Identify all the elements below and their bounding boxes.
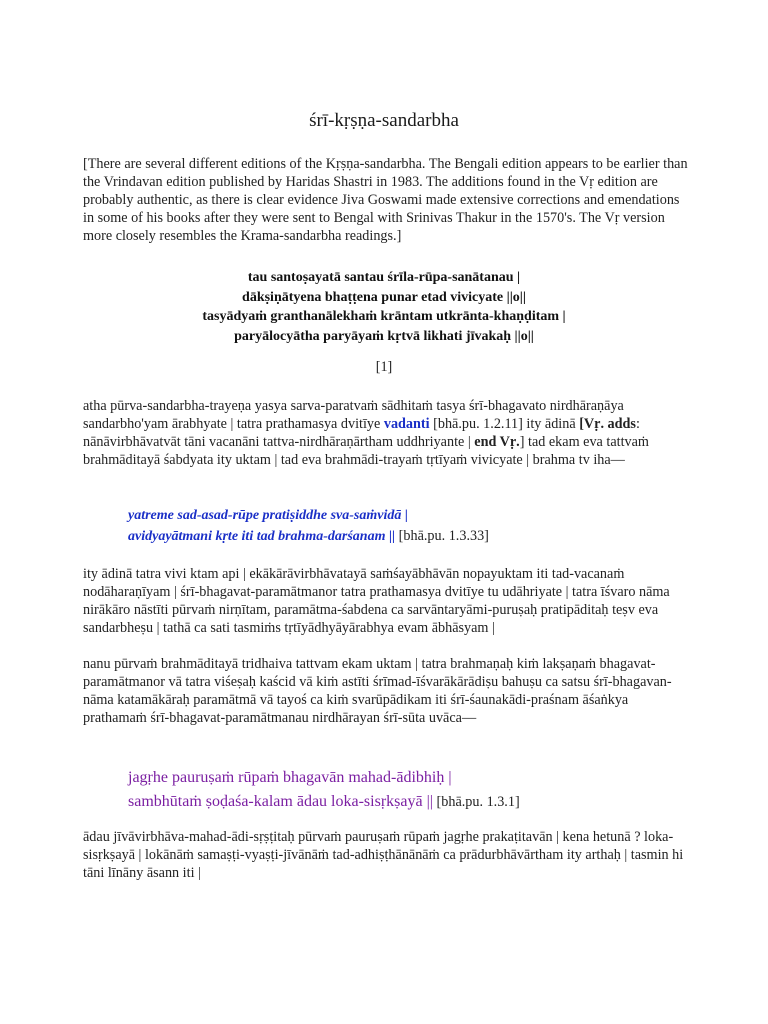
quote1-reference: [bhā.pu. 1.3.33] <box>395 528 489 544</box>
para1-text-a: atha pūrva-sandarbha-trayeṇa yasya sarva-paratvaṁ sādhitaṁ tasya śrī-bhagavato nirdhāraṇāya sandarbho'yam ārabhyate | tatra prathamasya dvitīye <box>83 398 624 432</box>
mangala-line-3: tasyādyaṁ granthanālekhaṁ krāntam utkrānta-khaṇḍitam | <box>202 309 566 324</box>
mangala-line-2: dākṣiṇātyena bhaṭṭena punar etad vivicyate ||o|| <box>242 289 526 305</box>
paragraph-4: ādau jīvāvirbhāva-mahad-ādi-sṛṣṭitaḥ pūrvaṁ pauruṣaṁ rūpaṁ jagṛhe prakaṭitavān | kena hetunā ? loka-sisṛkṣayā | lokānāṁ samaṣṭi-vyaṣṭi-jīvānāṁ tad-adhiṣṭhānānāṁ ca prādurbhāvārtham ity arthaḥ | tasmin hi tāni līnāny āsann iti | <box>83 829 684 881</box>
para1-text-d: ] tad ekam eva tattvaṁ brahmāditayā śabdyata ity uktam | tad eva brahmādi-trayaṁ tṛtīyaṁ vivicyate | brahma tv iha— <box>83 434 649 468</box>
quote2-line-2: sambhūtaṁ ṣoḍaśa-kalam ādau loka-sisṛkṣayā || <box>128 793 433 810</box>
section-number: [1] <box>375 359 393 375</box>
quote-jagrhe <box>128 766 728 814</box>
paragraph-3: nanu pūrvaṁ brahmāditayā tridhaiva tattvam ekam uktam | tatra brahmaṇaḥ kiṁ lakṣaṇaṁ bhagavat-paramātmanor vā tatra viśeṣaḥ kaścid vā kiṁ astīti śrīmad-īśvarākārādiṣu bahuṣu ca satsu śrī-bhagavan-nāma katamākāraḥ paramātmā vā tayoś ca kiṁ svarūpādikam iti śrī-śaunakādi-praśnam āśaṅkya prathamaṁ śrī-bhagavat-paramātmanau nirdhārayan śrī-sūta uvāca— <box>83 656 672 726</box>
mangala-line-4: paryālocyātha paryāyaṁ kṛtvā likhati jīvakaḥ ||o|| <box>234 328 534 344</box>
vadanti-link: vadanti <box>383 416 430 432</box>
quote-brahma <box>128 506 728 547</box>
quote2-reference: [bhā.pu. 1.3.1] <box>432 794 520 810</box>
mangala-verse <box>0 268 768 346</box>
paragraph-1 <box>83 397 693 469</box>
quote1-line-2: avidyayātmani kṛte iti tad brahma-darśanam || <box>128 529 396 544</box>
vr-adds-marker: [Vṛ. adds <box>579 416 636 432</box>
quote1-line-1: yatreme sad-asad-rūpe pratiṣiddhe sva-saṁvidā | <box>128 508 408 523</box>
para1-text-c: : nānāvirbhāvatvāt tāni vacanāni tattva-nirdhāraṇārtham uddhriyante | <box>83 416 640 450</box>
para1-text-b: [bhā.pu. 1.2.11] ity ādinā <box>429 416 580 432</box>
intro-paragraph: [There are several different editions of the Kṛṣṇa-sandarbha. The Bengali edition appears to be earlier than the Vrindavan edition published by Haridas Shastri in 1983. The additions found in the Vṛ edition are probably authentic, as there is clear evidence Jiva Goswami made extensive corrections and emendations in some of his books after they were sent to Bengal with Srinivas Thakur in the 1570's. The Vṛ version more closely resembles the Krama-sandarbha readings.] <box>83 156 688 244</box>
mangala-line-1: tau santoṣayatā santau śrīla-rūpa-sanātanau | <box>247 270 521 285</box>
quote2-line-1: jagṛhe pauruṣaṁ rūpaṁ bhagavān mahad-ādibhiḥ | <box>128 769 452 786</box>
paragraph-2: ity ādinā tatra vivi ktam api | ekākārāvirbhāvatayā saṁśayābhāvān nopayuktam iti tad-vacanaṁ nodāharaṇīyam | śrī-bhagavat-paramātmanor tatra prathamasya dvitīye tu udāhriyate | tatra īśvaro nāma nirākāro nāstīti pūrvaṁ nirṇītam, paramātma-śabdena ca sarvāntaryāmi-puruṣaḥ pratipāditaḥ teṣv eva sandarbheṣu | tathā ca sati tasmiṁs tṛtīyādhyāyārabhya evam ābhāsyam | <box>83 566 670 636</box>
document-title: śrī-kṛṣṇa-sandarbha <box>309 110 459 131</box>
end-vr-marker: end Vṛ. <box>474 434 520 450</box>
